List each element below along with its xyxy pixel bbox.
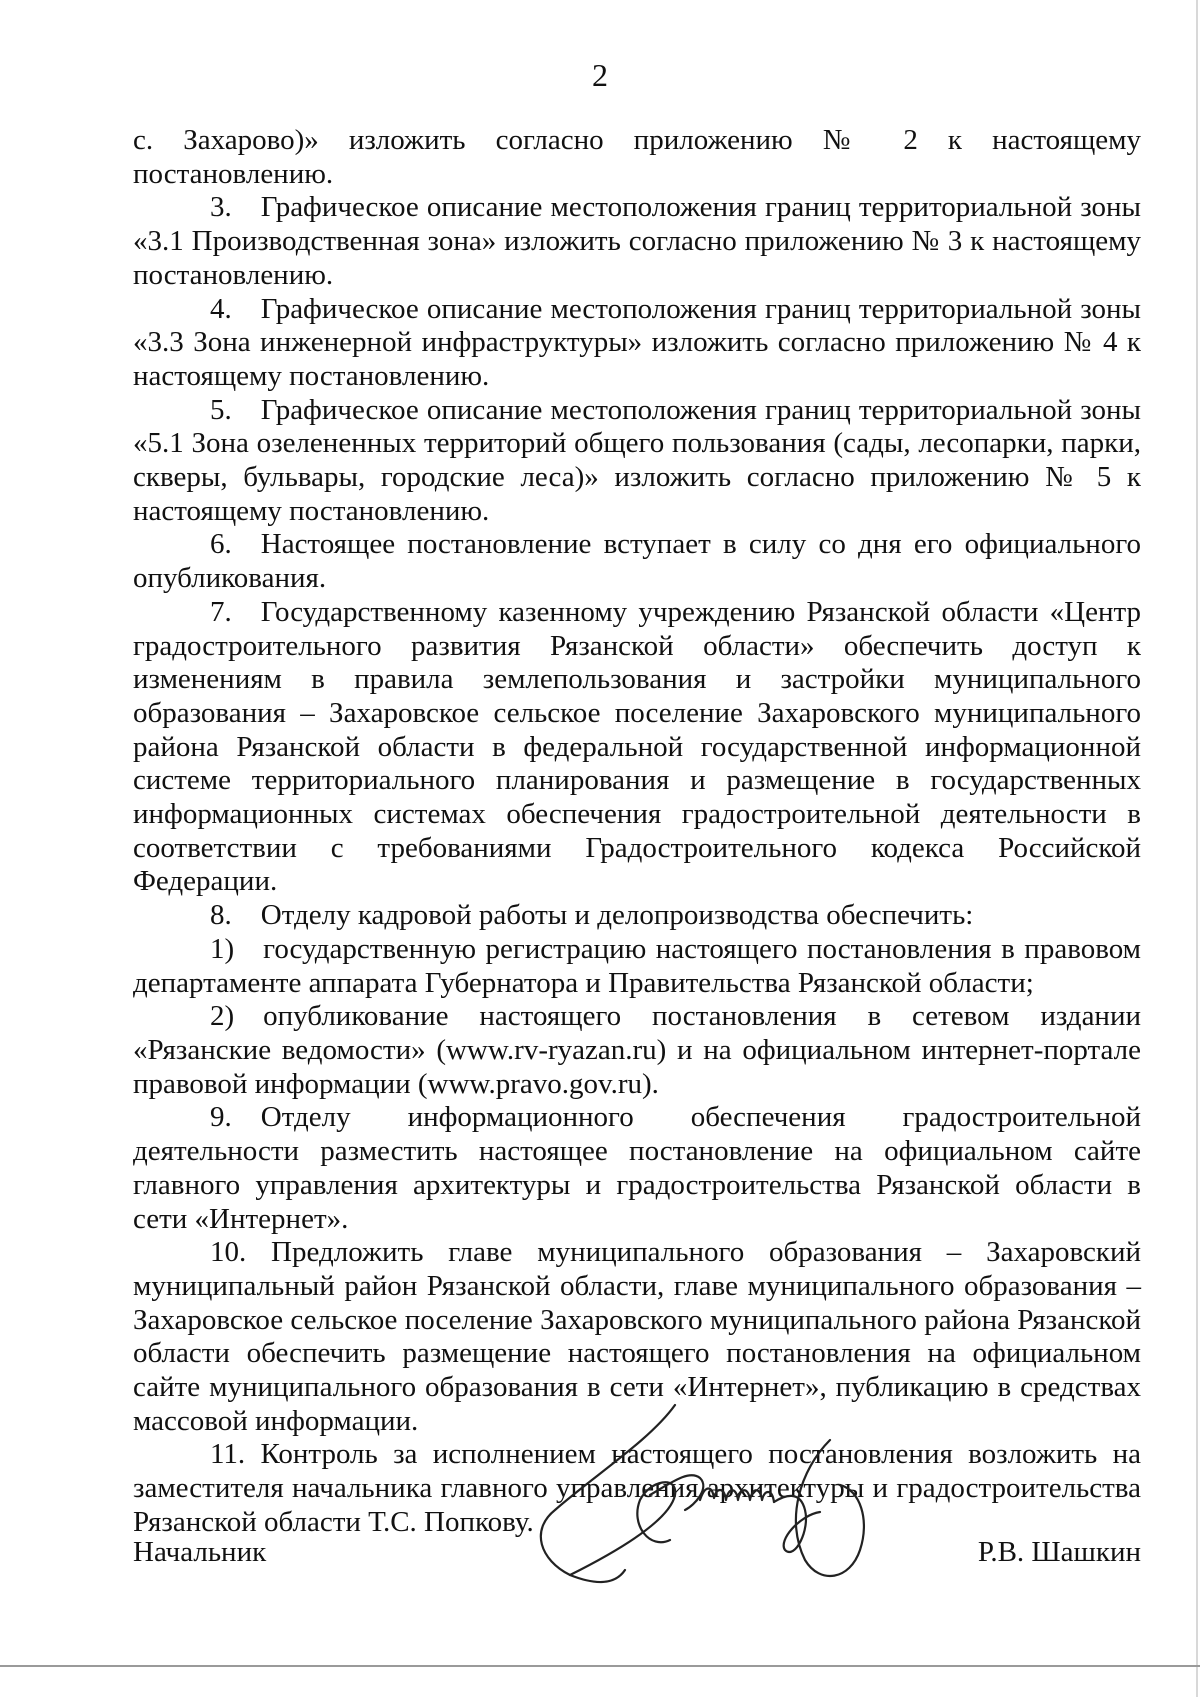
- paragraph-item-6: 6. Настоящее постановление вступает в силу со дня его официального опубликования.: [133, 528, 1141, 595]
- paragraph-item-7: 7. Государственному казенному учреждению Рязанской области «Центр градостроительного развития Рязанской области» обеспечить доступ к изменениям в правила землепользования и застройки муниципального образования – Захаровское сельское поселение Захаровского муниципального района Рязанской области в федеральной государственной информационной системе территориального планирования и размещение в государственных информационных системах обеспечения градостроительной деятельности в соответствии с требованиями Градостроительного кодекса Российской Федерации.: [133, 595, 1141, 898]
- paragraph-item-3: 3. Графическое описание местоположения границ территориальной зоны «3.1 Производственная зона» изложить согласно приложению № 3 к настоящему постановлению.: [133, 191, 1141, 291]
- signatory-name: Р.В. Шашкин: [977, 1536, 1141, 1568]
- paragraph-subitem-2: 2) опубликование настоящего постановления в сетевом издании «Рязанские ведомости» (www.rv-ryazan.ru) и на официальном интернет-портале правовой информации (www.pravo.gov.ru).: [133, 1000, 1141, 1100]
- handwritten-signature: [500, 1400, 920, 1620]
- document-body: [133, 124, 1141, 1540]
- paragraph-item-9: 9. Отделу информационного обеспечения градостроительной деятельности разместить настоящее постановление на официальном сайте главного управления архитектуры и градостроительства Рязанской области в сети «Интернет».: [133, 1101, 1141, 1235]
- page-number: 2: [592, 57, 608, 93]
- paragraph-item-4: 4. Графическое описание местоположения границ территориальной зоны «3.3 Зона инженерной инфраструктуры» изложить согласно приложению № 4 к настоящему постановлению.: [133, 292, 1141, 392]
- paragraph-subitem-1: 1) государственную регистрацию настоящего постановления в правовом департаменте аппарата Губернатора и Правительства Рязанской области;: [133, 932, 1141, 999]
- paragraph-item-5: 5. Графическое описание местоположения границ территориальной зоны «5.1 Зона озелененных территорий общего пользования (сады, лесопарки, парки, скверы, бульвары, городские леса)» изложить согласно приложению № 5 к настоящему постановлению.: [133, 393, 1141, 527]
- scan-edge-right: [1196, 0, 1198, 1697]
- signatory-position: Начальник: [133, 1536, 267, 1568]
- paragraph-item-11: 11. Контроль за исполнением настоящего постановления возложить на заместителя начальника главного управления архитектуры и градостроительства Рязанской области Т.С. Попкову.: [133, 1438, 1141, 1538]
- signature-block: [133, 1536, 1141, 1586]
- scan-edge-bottom: [0, 1665, 1200, 1667]
- paragraph-continuation: с. Захарово)» изложить согласно приложению № 2 к настоящему постановлению.: [133, 124, 1141, 190]
- paragraph-item-10: 10. Предложить главе муниципального образования – Захаровский муниципальный район Рязанской области, главе муниципального образования – Захаровское сельское поселение Захаровского муниципального района Рязанской области обеспечить размещение настоящего постановления на официальном сайте муниципального образования в сети «Интернет», публикацию в средствах массовой информации.: [133, 1236, 1141, 1437]
- paragraph-item-8: 8. Отделу кадровой работы и делопроизводства обеспечить:: [210, 899, 974, 932]
